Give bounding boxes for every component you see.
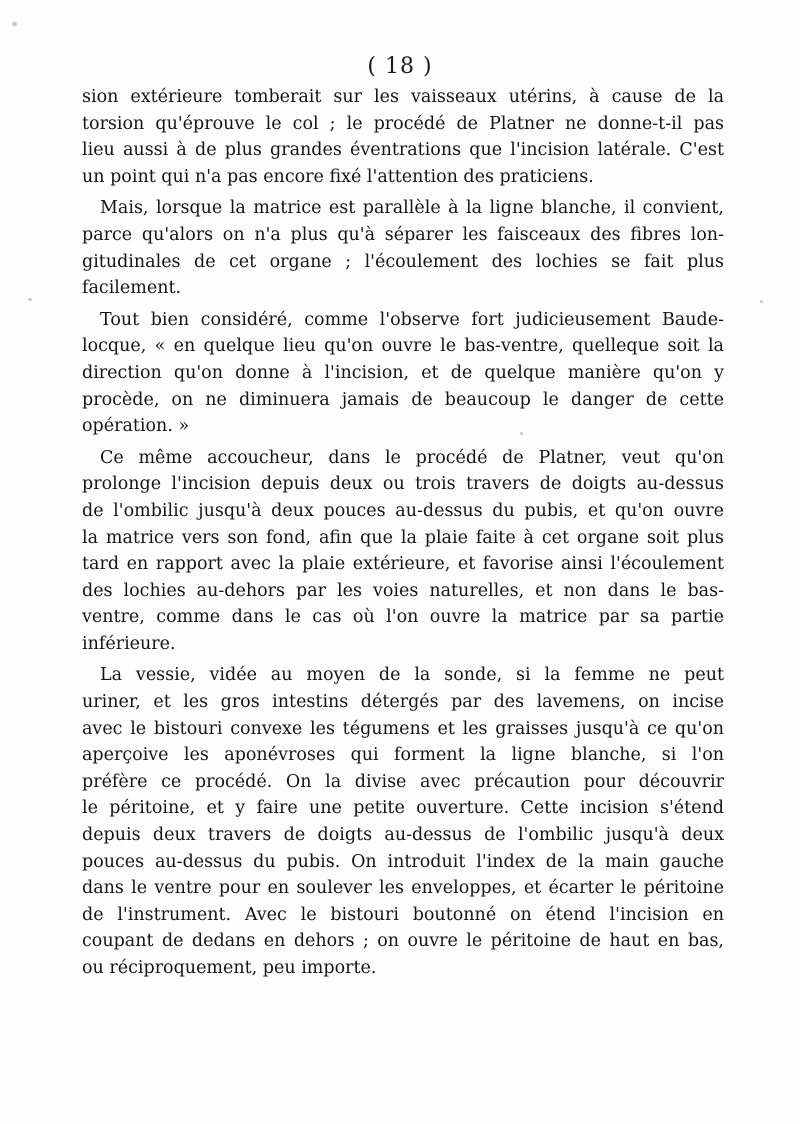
scan-speck [12,22,17,26]
text-line: ventre, comme dans le cas où l'on ouvre la matrice par sa partie [82,607,724,628]
paragraph-3 [82,307,724,440]
text-line: tard en rapport avec la plaie extérieure, et favorise ainsi l'écoulement [82,554,724,575]
text-line: gitudinales de cet organe ; l'écoulement des lochies se fait plus [82,251,724,272]
paragraph-5 [82,662,724,981]
text-line: un point qui n'a pas encore fixé l'attention des praticiens. [82,166,594,187]
text-line: locque, « en quelque lieu qu'on ouvre le bas-ventre, quelleque soit la [82,336,724,357]
text-line: Mais, lorsque la matrice est parallèle à la ligne blanche, il convient, [100,198,724,219]
text-line: sion extérieure tomberait sur les vaisseaux utérins, à cause de la [82,87,724,107]
text-line: parce qu'alors on n'a plus qu'à séparer les faisceaux des fibres lon- [82,224,724,245]
text-line: Tout bien considéré, comme l'observe fort judicieusement Baude- [100,309,724,330]
text-line: inférieure. [82,633,176,654]
text-line: procède, on ne diminuera jamais de beaucoup le danger de cette [82,389,724,410]
paragraph-4 [82,445,724,658]
text-line: pouces au-dessus du pubis. On introduit l'index de la main gauche [82,851,724,872]
page-number: ( 18 ) [367,54,433,79]
text-line: de l'ombilic jusqu'à deux pouces au-dessus du pubis, et qu'on ouvre [82,500,724,521]
text-line: des lochies au-dehors par les voies naturelles, et non dans le bas- [82,580,724,601]
text-line: facilement. [82,278,182,299]
paragraph-2 [82,195,724,301]
text-line: lieu aussi à de plus grandes éventrations que l'incision latérale. C'est [82,140,724,161]
text-line: uriner, et les gros intestins détergés par des lavemens, on incise [82,692,724,713]
body-text [82,84,724,987]
scan-speck [760,300,763,303]
text-line: le péritoine, et y faire une petite ouverture. Cette incision s'étend [82,798,724,819]
text-line: torsion qu'éprouve le col ; le procédé de Platner ne donne-t-il pas [82,113,724,134]
text-line: avec le bistouri convexe les tégumens et les graisses jusqu'à ce qu'on [82,718,724,739]
text-line: prolonge l'incision depuis deux ou trois travers de doigts au-dessus [82,474,724,495]
scan-speck [28,298,32,301]
text-line: aperçoive les aponévroses qui forment la ligne blanche, si l'on [82,745,724,766]
text-line: la matrice vers son fond, afin que la plaie faite à cet organe soit plus [82,527,724,548]
text-line: La vessie, vidée au moyen de la sonde, si la femme ne peut [100,665,724,686]
text-line: depuis deux travers de doigts au-dessus de l'ombilic jusqu'à deux [82,825,724,846]
text-line: préfère ce procédé. On la divise avec précaution pour découvrir [82,771,724,792]
text-line: de l'instrument. Avec le bistouri boutonné on étend l'incision en [82,904,724,925]
text-line: direction qu'on donne à l'incision, et de quelque manière qu'on y [82,362,724,383]
text-line: dans le ventre pour en soulever les enveloppes, et écarter le péritoine [82,878,724,899]
scan-speck [520,432,523,435]
text-line: coupant de dedans en dehors ; on ouvre le péritoine de haut en bas, [82,931,724,952]
text-line: opération. » [82,416,190,437]
paragraph-1 [82,84,724,190]
text-line: Ce même accoucheur, dans le procédé de Platner, veut qu'on [100,447,724,468]
text-line: ou réciproquement, peu importe. [82,958,377,978]
